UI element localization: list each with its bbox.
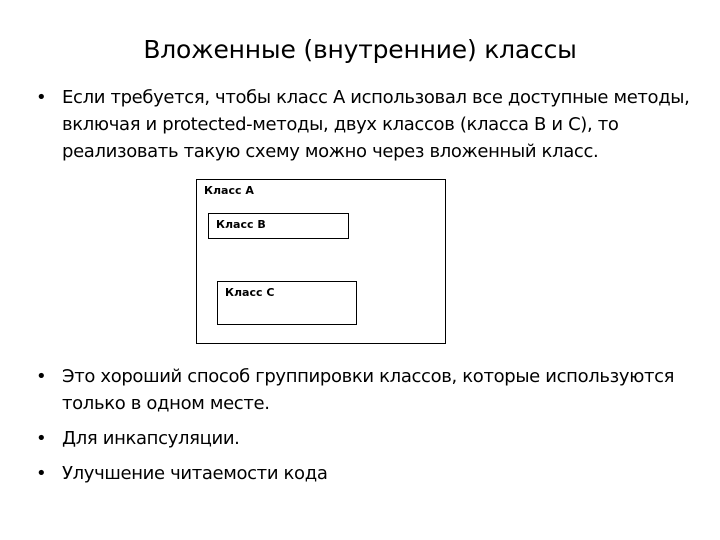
- bullet-item: [36, 425, 696, 452]
- bullet-text: Если требуется, чтобы класс А использовал все доступные методы, включая и protected-методы, двух классов (класса B и C), то реализовать такую схему можно через вложенный класс.: [62, 87, 690, 162]
- class-b-box: [208, 213, 349, 239]
- bullet-dot-icon: •: [36, 428, 47, 449]
- bottom-bullet-list: [36, 363, 696, 495]
- slide-title: Вложенные (внутренние) классы: [143, 35, 577, 64]
- top-bullet-list: [36, 84, 696, 165]
- bullet-text: Это хороший способ группировки классов, которые используются только в одном месте.: [62, 366, 675, 414]
- bullet-dot-icon: •: [36, 366, 47, 387]
- bullet-item: [36, 460, 696, 487]
- bullet-text: Для инкапсуляции.: [62, 428, 240, 449]
- bullet-dot-icon: •: [36, 463, 47, 484]
- class-c-label: Класс C: [225, 286, 275, 299]
- bullet-item: [36, 84, 696, 165]
- bullet-item: [36, 363, 696, 417]
- class-c-box: [217, 281, 357, 325]
- bullet-dot-icon: •: [36, 87, 47, 108]
- bullet-text: Улучшение читаемости кода: [62, 463, 328, 484]
- class-a-label: Класс А: [204, 184, 254, 197]
- class-b-label: Класс B: [216, 218, 266, 231]
